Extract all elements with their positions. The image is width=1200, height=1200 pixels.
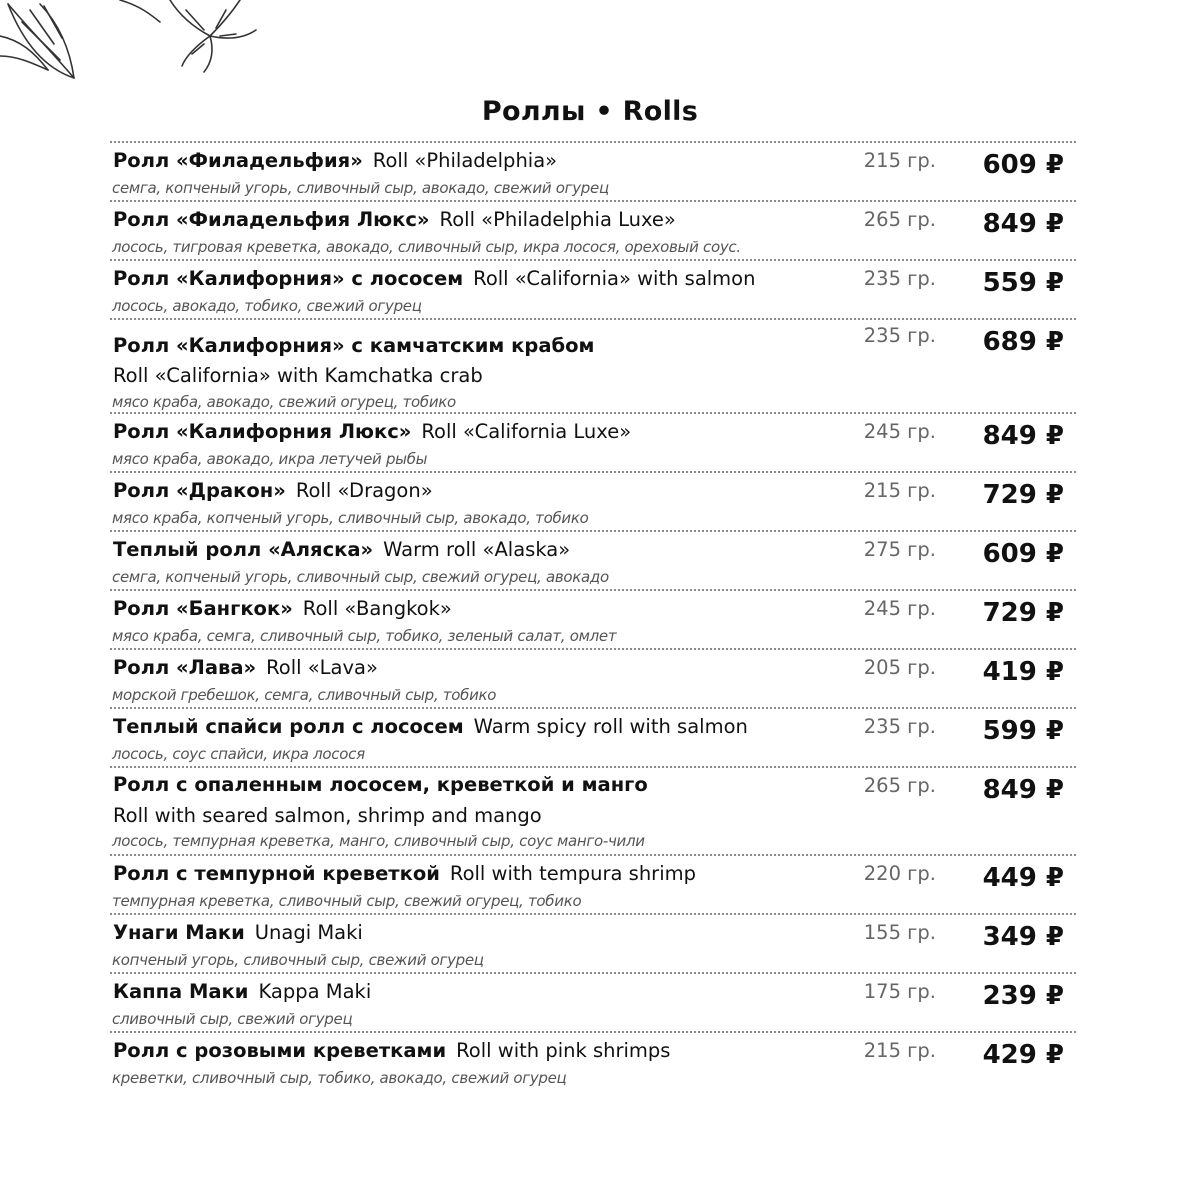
item-description: копченый угорь, сливочный сыр, свежий огурец bbox=[112, 951, 484, 969]
menu-item bbox=[110, 530, 1076, 589]
item-name-en: Roll «California Luxe» bbox=[421, 420, 632, 443]
item-weight: 175 гр. bbox=[863, 980, 936, 1003]
menu-item bbox=[110, 259, 1076, 318]
item-price: 729 ₽ bbox=[982, 598, 1064, 628]
item-name bbox=[113, 921, 363, 944]
item-description: семга, копченый угорь, сливочный сыр, авокадо, свежий огурец bbox=[112, 179, 609, 197]
item-name bbox=[113, 1039, 670, 1062]
item-name-ru: Ролл с розовыми креветками bbox=[113, 1039, 447, 1062]
menu-list bbox=[110, 141, 1076, 1089]
item-weight: 265 гр. bbox=[863, 774, 936, 797]
leaf-decoration-icon bbox=[0, 0, 260, 90]
item-name-ru: Ролл «Бангкок» bbox=[113, 597, 293, 620]
item-name-en: Roll with pink shrimps bbox=[456, 1039, 671, 1062]
item-price: 849 ₽ bbox=[982, 209, 1064, 239]
item-name bbox=[113, 597, 452, 620]
item-price: 419 ₽ bbox=[982, 657, 1064, 687]
item-name-en: Kappa Maki bbox=[258, 980, 372, 1003]
item-description: лосось, соус спайси, икра лосося bbox=[112, 745, 365, 763]
item-description: темпурная креветка, сливочный сыр, свежий огурец, тобико bbox=[112, 892, 582, 910]
item-price: 559 ₽ bbox=[982, 268, 1064, 298]
item-price: 609 ₽ bbox=[982, 539, 1064, 569]
item-name-ru: Ролл «Филадельфия» bbox=[113, 149, 363, 172]
item-name-ru: Теплый спайси ролл с лососем bbox=[113, 715, 464, 738]
item-weight: 155 гр. bbox=[863, 921, 936, 944]
item-name bbox=[113, 420, 631, 443]
item-weight: 215 гр. bbox=[863, 1039, 936, 1062]
page-title: Роллы • Rolls bbox=[481, 96, 699, 127]
item-name-en: Unagi Maki bbox=[254, 921, 363, 944]
item-name bbox=[113, 656, 378, 679]
item-name-en: Warm roll «Alaska» bbox=[383, 538, 571, 561]
item-description: семга, копченый угорь, сливочный сыр, свежий огурец, авокадо bbox=[112, 568, 609, 586]
item-name-ru: Ролл «Калифорния Люкс» bbox=[113, 420, 412, 443]
item-price: 239 ₽ bbox=[982, 981, 1064, 1011]
item-weight: 245 гр. bbox=[863, 597, 936, 620]
item-name bbox=[113, 334, 594, 357]
item-name-en: Roll «California» with Kamchatka crab bbox=[113, 364, 483, 387]
item-description: мясо краба, авокадо, свежий огурец, тобико bbox=[112, 393, 456, 411]
menu-item bbox=[110, 589, 1076, 648]
item-name-ru: Ролл «Лава» bbox=[113, 656, 257, 679]
item-description: мясо краба, копченый угорь, сливочный сыр, авокадо, тобико bbox=[112, 509, 589, 527]
menu-item bbox=[110, 972, 1076, 1031]
item-description: креветки, сливочный сыр, тобико, авокадо, свежий огурец bbox=[112, 1069, 567, 1087]
menu-item bbox=[110, 648, 1076, 707]
item-price: 599 ₽ bbox=[982, 716, 1064, 746]
item-description: сливочный сыр, свежий огурец bbox=[112, 1010, 353, 1028]
item-name-en: Roll «Dragon» bbox=[295, 479, 433, 502]
menu-item bbox=[110, 766, 1076, 854]
item-description: морской гребешок, семга, сливочный сыр, тобико bbox=[112, 686, 497, 704]
item-name-ru: Унаги Маки bbox=[113, 921, 245, 944]
menu-item bbox=[110, 412, 1076, 471]
item-name bbox=[113, 715, 748, 738]
item-name bbox=[113, 267, 755, 290]
item-weight: 205 гр. bbox=[863, 656, 936, 679]
item-name bbox=[113, 479, 433, 502]
item-price: 729 ₽ bbox=[982, 480, 1064, 510]
item-price: 429 ₽ bbox=[982, 1040, 1064, 1070]
item-description: мясо краба, авокадо, икра летучей рыбы bbox=[112, 450, 428, 468]
item-name-en: Roll «Lava» bbox=[266, 656, 378, 679]
item-price: 849 ₽ bbox=[982, 775, 1064, 805]
item-description: мясо краба, семга, сливочный сыр, тобико, зеленый салат, омлет bbox=[112, 627, 617, 645]
item-weight: 235 гр. bbox=[863, 324, 936, 347]
menu-item bbox=[110, 318, 1076, 412]
item-name bbox=[113, 538, 570, 561]
item-price: 349 ₽ bbox=[982, 922, 1064, 952]
item-name-en: Roll with tempura shrimp bbox=[449, 862, 696, 885]
item-weight: 275 гр. bbox=[863, 538, 936, 561]
item-name bbox=[113, 208, 676, 231]
item-name-en: Roll «Bangkok» bbox=[302, 597, 452, 620]
item-name-ru: Ролл «Филадельфия Люкс» bbox=[113, 208, 430, 231]
item-name-ru: Ролл с темпурной креветкой bbox=[113, 862, 440, 885]
item-weight: 265 гр. bbox=[863, 208, 936, 231]
item-name-ru: Ролл «Калифорния» с лососем bbox=[113, 267, 464, 290]
item-name-ru: Теплый ролл «Аляска» bbox=[113, 538, 374, 561]
item-name-ru: Ролл с опаленным лососем, креветкой и манго bbox=[113, 773, 648, 796]
item-name-ru: Ролл «Дракон» bbox=[113, 479, 286, 502]
item-description: лосось, тигровая креветка, авокадо, сливочный сыр, икра лосося, ореховый соус. bbox=[112, 238, 741, 256]
item-name-en: Roll with seared salmon, shrimp and mango bbox=[113, 804, 542, 827]
item-description: лосось, авокадо, тобико, свежий огурец bbox=[112, 297, 422, 315]
item-price: 689 ₽ bbox=[982, 327, 1064, 357]
item-weight: 235 гр. bbox=[863, 715, 936, 738]
menu-item bbox=[110, 471, 1076, 530]
menu-item bbox=[110, 707, 1076, 766]
item-name bbox=[113, 149, 557, 172]
item-name-en: Roll «Philadelphia» bbox=[372, 149, 558, 172]
menu-item bbox=[110, 141, 1076, 200]
item-weight: 215 гр. bbox=[863, 479, 936, 502]
item-description: лосось, темпурная креветка, манго, сливочный сыр, соус манго-чили bbox=[112, 832, 645, 850]
menu-item bbox=[110, 1031, 1076, 1089]
item-price: 609 ₽ bbox=[982, 150, 1064, 180]
item-price: 449 ₽ bbox=[982, 863, 1064, 893]
item-name-ru: Каппа Маки bbox=[113, 980, 249, 1003]
item-name bbox=[113, 773, 648, 796]
item-price: 849 ₽ bbox=[982, 421, 1064, 451]
item-weight: 215 гр. bbox=[863, 149, 936, 172]
item-name-en: Warm spicy roll with salmon bbox=[473, 715, 748, 738]
item-name-ru: Ролл «Калифорния» с камчатским крабом bbox=[113, 334, 595, 357]
menu-item bbox=[110, 854, 1076, 913]
item-name bbox=[113, 980, 371, 1003]
menu-item bbox=[110, 200, 1076, 259]
item-weight: 245 гр. bbox=[863, 420, 936, 443]
item-weight: 235 гр. bbox=[863, 267, 936, 290]
item-name-en: Roll «California» with salmon bbox=[473, 267, 756, 290]
menu-item bbox=[110, 913, 1076, 972]
item-weight: 220 гр. bbox=[863, 862, 936, 885]
item-name bbox=[113, 862, 696, 885]
item-name-en: Roll «Philadelphia Luxe» bbox=[439, 208, 676, 231]
